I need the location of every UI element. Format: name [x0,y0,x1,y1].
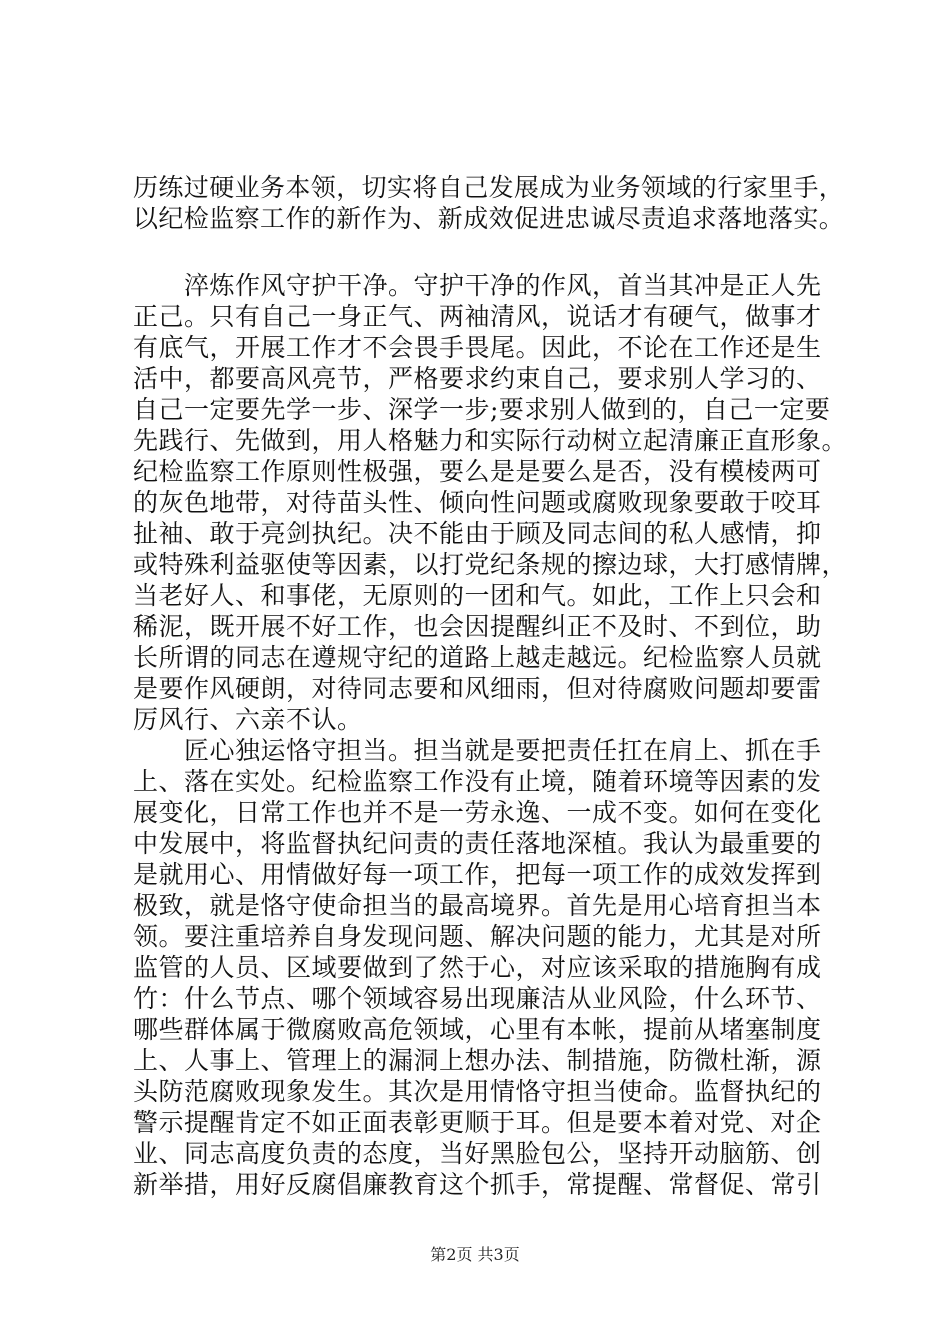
text-line: 淬炼作风守护干净。守护干净的作风，首当其冲是正人先 [133,271,822,300]
text-line: 头防范腐败现象发生。其次是用情恪守担当使命。监督执纪的 [133,1077,822,1106]
text-line: 长所谓的同志在遵规守纪的道路上越走越远。纪检监察人员就 [133,643,822,672]
document-body [133,172,848,1200]
text-line: 以纪检监察工作的新作为、新成效促进忠诚尽责追求落地落实。 [133,204,845,233]
text-line: 上、落在实处。纪检监察工作没有止境，随着环境等因素的发 [133,767,822,796]
text-line: 正己。只有自己一身正气、两袖清风，说话才有硬气，做事才 [133,302,822,331]
text-line: 上、人事上、管理上的漏洞上想办法、制措施，防微杜渐，源 [133,1046,822,1075]
page-footer: 第2页 共3页 [430,1245,520,1264]
text-line: 展变化，日常工作也并不是一劳永逸、一成不变。如何在变化 [133,798,822,827]
text-line: 中发展中，将监督执纪问责的责任落地深植。我认为最重要的 [133,829,822,858]
text-line: 历练过硬业务本领，切实将自己发展成为业务领域的行家里手， [133,173,845,202]
text-line: 的灰色地带，对待苗头性、倾向性问题或腐败现象要敢于咬耳 [133,488,822,517]
text-line: 是要作风硬朗，对待同志要和风细雨，但对待腐败问题却要雷 [133,674,822,703]
text-line: 匠心独运恪守担当。担当就是要把责任扛在肩上、抓在手 [133,736,822,765]
text-line: 新举措，用好反腐倡廉教育这个抓手，常提醒、常督促、常引 [133,1170,822,1199]
paragraph-1 [133,172,845,234]
text-line: 自己一定要先学一步、深学一步;要求别人做到的，自己一定要 [133,395,831,424]
paragraph-2 [133,270,848,735]
text-line: 纪检监察工作原则性极强，要么是是要么是否，没有模棱两可 [133,457,822,486]
text-line: 厉风行、六亲不认。 [133,705,363,734]
text-line: 哪些群体属于微腐败高危领域，心里有本帐，提前从堵塞制度 [133,1015,822,1044]
text-line: 扯袖、敢于亮剑执纪。决不能由于顾及同志间的私人感情，抑 [133,519,822,548]
text-line: 或特殊利益驱使等因素，以打党纪条规的擦边球，大打感情牌， [133,550,848,579]
paragraph-3 [133,735,823,1200]
text-line: 活中，都要高风亮节，严格要求约束自己，要求别人学习的、 [133,364,822,393]
text-line: 警示提醒肯定不如正面表彰更顺于耳。但是要本着对党、对企 [133,1108,822,1137]
text-line: 稀泥，既开展不好工作，也会因提醒纠正不及时、不到位，助 [133,612,822,641]
text-line: 当老好人、和事佬，无原则的一团和气。如此，工作上只会和 [133,581,822,610]
paragraph-gap [133,234,823,270]
text-line: 有底气，开展工作才不会畏手畏尾。因此，不论在工作还是生 [133,333,822,362]
text-line: 监管的人员、区域要做到了然于心，对应该采取的措施胸有成 [133,953,822,982]
text-line: 领。要注重培养自身发现问题、解决问题的能力，尤其是对所 [133,922,822,951]
text-line: 是就用心、用情做好每一项工作，把每一项工作的成效发挥到 [133,860,822,889]
text-line: 竹：什么节点、哪个领域容易出现廉洁从业风险，什么环节、 [133,984,822,1013]
text-line: 业、同志高度负责的态度，当好黑脸包公，坚持开动脑筋、创 [133,1139,822,1168]
text-line: 先践行、先做到，用人格魅力和实际行动树立起清廉正直形象。 [133,426,848,455]
text-line: 极致，就是恪守使命担当的最高境界。首先是用心培育担当本 [133,891,822,920]
